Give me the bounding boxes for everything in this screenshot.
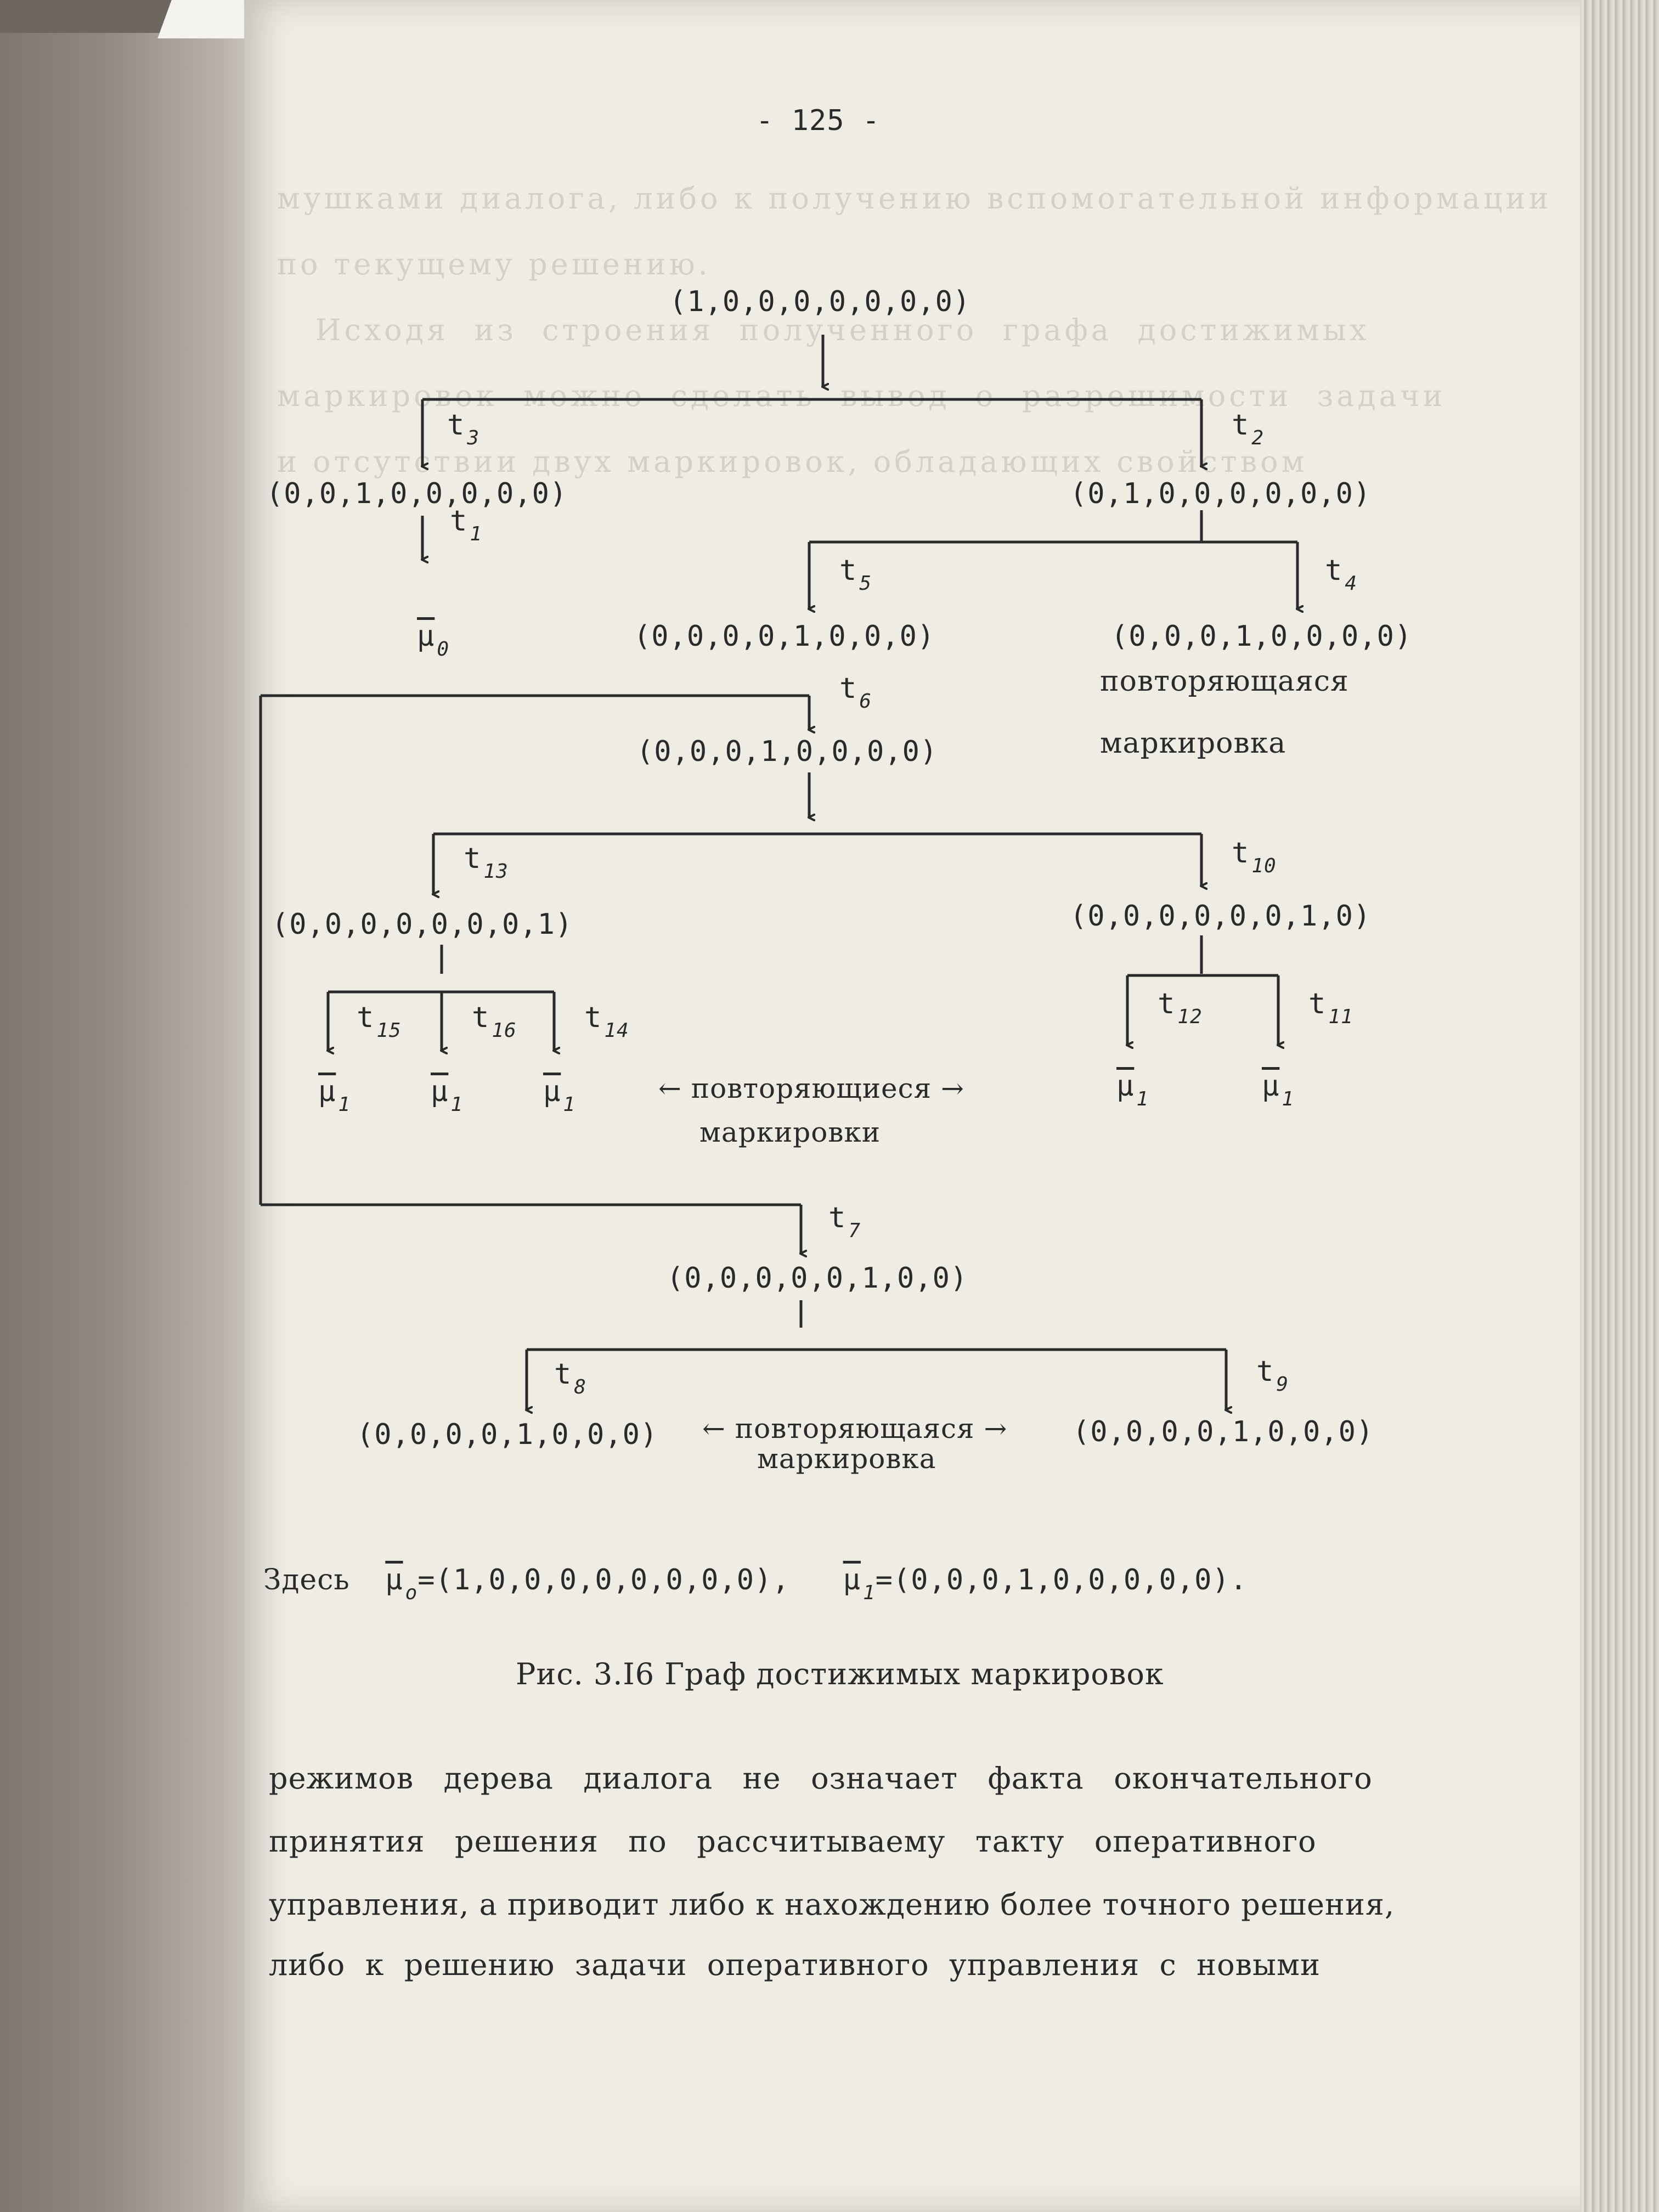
- edge-label-t12: t $_{12}$: [1158, 988, 1203, 1028]
- repeat-bottom-line2: маркировка: [757, 1443, 936, 1475]
- edge-label-t6: t $_6$: [839, 672, 872, 713]
- repeat-markings-line2: маркировки: [699, 1116, 881, 1148]
- page-number: - 125 -: [756, 104, 881, 137]
- bleed-through-text: маркировок можно сделать вывод о разрешимости задачи: [277, 379, 1446, 413]
- marking-mu1: $\overline{\mu}$ $_1$: [1262, 1070, 1294, 1110]
- node-t6-target: (0,0,0,1,0,0,0,0): [636, 735, 938, 768]
- node-00000010: (0,0,0,0,0,0,1,0): [1070, 900, 1372, 933]
- marking-mu1: $\overline{\mu}$ $_1$: [431, 1075, 463, 1116]
- marking-mu1: $\overline{\mu}$ $_1$: [1116, 1070, 1149, 1110]
- bleed-through-text: по текущему решению.: [277, 247, 711, 281]
- edge-label-t5: t $_5$: [839, 554, 872, 595]
- paragraph-line: либо к решению задачи оперативного управления с новыми: [269, 1948, 1321, 1982]
- edge-label-t10: t $_{10}$: [1232, 837, 1277, 877]
- marking-mu1: $\overline{\mu}$ $_1$: [318, 1075, 351, 1116]
- edge-label-t11: t $_{11}$: [1308, 988, 1353, 1028]
- node-t8-target: (0,0,0,0,1,0,0,0): [357, 1418, 658, 1451]
- definition-note: Здесь $\overline{\mu}$ $_o$=(1,0,0,0,0,0,0,0,0), $\overline{\mu}$ $_1$=(0,0,0,1,0,0,0,0,0).: [263, 1564, 1248, 1604]
- figure-caption: Рис. 3.I6 Граф достижимых маркировок: [516, 1657, 1164, 1691]
- edge-label-t4: t $_4$: [1325, 554, 1357, 595]
- edge-label-t2: t $_2$: [1232, 409, 1264, 449]
- edge-label-t8: t $_8$: [554, 1358, 586, 1398]
- node-t9-target: (0,0,0,0,1,0,0,0): [1073, 1415, 1374, 1448]
- node-00100000: (0,0,1,0,0,0,0,0): [266, 477, 568, 510]
- repeat-label-line2: маркировка: [1100, 727, 1286, 760]
- edge-label-t15: t $_{15}$: [357, 1001, 402, 1042]
- edge-label-t3: t $_3$: [447, 409, 479, 449]
- repeat-label-line1: повторяющаяся: [1100, 665, 1349, 698]
- node-01000000: (0,1,0,0,0,0,0,0): [1070, 477, 1372, 510]
- edge-label-t7: t $_7$: [828, 1201, 861, 1242]
- paragraph-line: режимов дерева диалога не означает факта окончательного: [269, 1761, 1373, 1796]
- marking-mu1: $\overline{\mu}$ $_1$: [543, 1075, 575, 1116]
- bleed-through-text: Исходя из строения полученного графа достижимых: [277, 313, 1370, 347]
- marking-mu0: $\overline{\mu}$ $_0$: [417, 620, 449, 661]
- repeat-markings-line1: ← повторяющиеся →: [658, 1073, 964, 1104]
- bleed-through-text: и отсутствии двух маркировок, обладающих свойством: [277, 444, 1308, 479]
- edge-label-t1: t $_1$: [450, 505, 482, 545]
- edge-label-t16: t $_{16}$: [472, 1001, 517, 1042]
- node-root: (1,0,0,0,0,0,0,0): [669, 285, 971, 318]
- edge-label-t13: t $_{13}$: [464, 842, 509, 883]
- node-00000100: (0,0,0,0,0,1,0,0): [667, 1262, 968, 1295]
- node-00010000: (0,0,0,1,0,0,0,0): [1111, 620, 1413, 653]
- node-00000001: (0,0,0,0,0,0,0,1): [272, 908, 573, 941]
- repeat-bottom-line1: ← повторяющаяся →: [702, 1413, 1008, 1444]
- bleed-through-text: мушками диалога, либо к получению вспомогательной информации: [277, 181, 1552, 216]
- paragraph-line: управления, а приводит либо к нахождению более точного решения,: [269, 1887, 1395, 1922]
- edge-label-t14: t $_{14}$: [584, 1001, 629, 1042]
- edge-label-t9: t $_9$: [1256, 1355, 1289, 1396]
- node-00001000: (0,0,0,0,1,0,0,0): [634, 620, 935, 653]
- paragraph-line: принятия решения по рассчитываему такту оперативного: [269, 1824, 1317, 1859]
